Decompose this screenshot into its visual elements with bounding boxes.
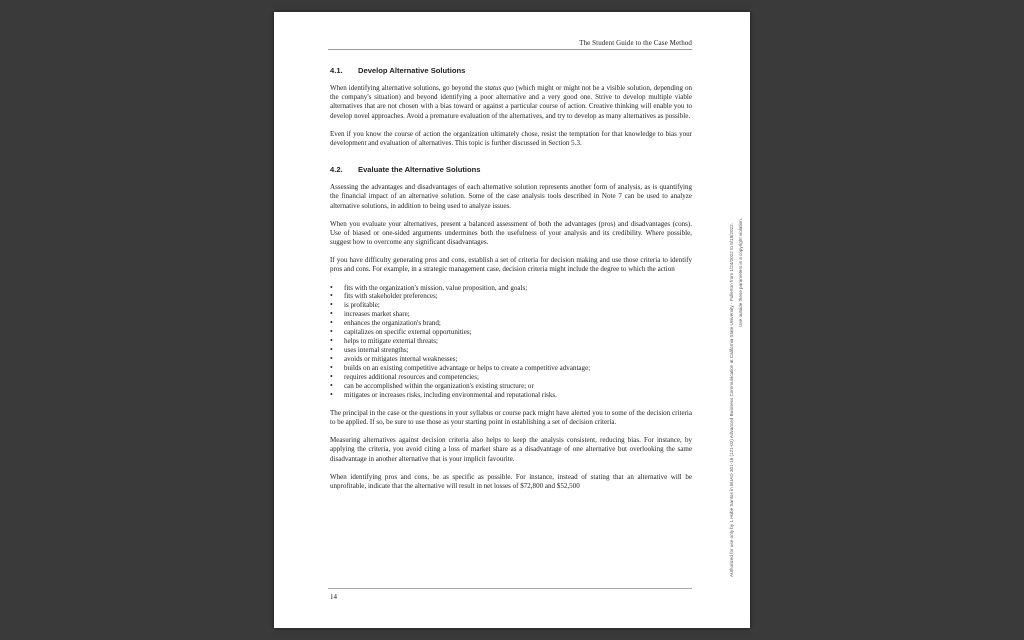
list-item: • fits with the organization's mission, value proposition, and goals;	[330, 284, 692, 293]
list-item: • increases market share;	[330, 310, 692, 319]
paragraph: When identifying pros and cons, be as specific as possible. For instance, instead of stating that an alternative will be unprofitable, indicate that the alternative will result in net losses of $72,800 and $52,500	[330, 472, 692, 490]
document-page	[274, 12, 750, 628]
criteria-list	[330, 284, 692, 400]
copyright-side-note	[726, 87, 752, 587]
page-number: 14	[330, 593, 337, 601]
list-item: • requires additional resources and competencies;	[330, 373, 692, 382]
paragraph: If you have difficulty generating pros and cons, establish a set of criteria for decision making and use those criteria to identify pros and cons. For example, in a strategic management case, decision criteria might include the degree to which the action	[330, 256, 692, 274]
section-title: Develop Alternative Solutions	[358, 66, 466, 75]
page-content	[330, 66, 692, 500]
list-item: • mitigates or increases risks, including environmental and reputational risks.	[330, 391, 692, 400]
running-header: The Student Guide to the Case Method	[328, 39, 692, 50]
section-number: 4.2.	[330, 165, 343, 175]
paragraph: Assessing the advantages and disadvantages of each alternative solution represents another form of analysis, as is quantifying the financial impact of an alternative solution. Some of the case analysis tools described in Note 7 can be used to analyze alternative solutions, in addition to being used to analyze issues.	[330, 183, 692, 210]
paragraph: When identifying alternative solutions, go beyond the status quo (which might or might not be a visible solution, depending on the company's situation) and beyond identifying a poor alternative and a very good one. Strive to develop multiple viable alternatives that are not chosen with a bias toward or against a particular course of action. Creative thinking will enable you to develop novel approaches. Avoid a premature evaluation of the alternatives, and try to develop as many alternatives as possible.	[330, 84, 693, 120]
footer-rule	[328, 588, 692, 589]
section-heading-4-1	[330, 66, 692, 75]
paragraph: Even if you know the course of action the organization ultimately chose, resist the temptation for that knowledge to bias your development and evaluation of alternatives. This topic is further discussed in Section 5.3.	[330, 129, 692, 147]
paragraph: The principal in the case or the questions in your syllabus or course pack might have alerted you to some of the decision criteria to be applied. If so, be sure to use those as your starting point in establishing a set of decision criteria.	[330, 408, 692, 427]
list-item: • uses internal strengths;	[330, 346, 692, 355]
section-title: Evaluate the Alternative Solutions	[358, 165, 481, 175]
section-number: 4.1.	[330, 66, 343, 75]
list-item: • enhances the organization's brand;	[330, 319, 692, 328]
list-item: • fits with stakeholder preferences;	[330, 292, 692, 301]
side-note-line: Use outside these parameters is a copyright violation.	[738, 217, 743, 327]
italic-term: status quo	[484, 84, 514, 93]
list-item: • capitalizes on specific external opportunities;	[330, 328, 692, 337]
side-note-line: Authorized for use only by 1 Hobe Santos in BUAD 301-16 (121-02) Advanced Business Communication at California State University - Fullerton from 1/24/2022 to 5/18/2022.	[729, 223, 734, 577]
list-item: • avoids or mitigates internal weaknesses;	[330, 355, 692, 364]
list-item: • can be accomplished within the organization's existing structure; or	[330, 382, 692, 391]
list-item: • builds on an existing competitive advantage or helps to create a competitive advantage;	[330, 364, 692, 373]
list-item: • is profitable;	[330, 301, 692, 310]
list-item: • helps to mitigate external threats;	[330, 337, 692, 346]
section-heading-4-2	[330, 165, 692, 174]
paragraph: When you evaluate your alternatives, present a balanced assessment of both the advantages (pros) and disadvantages (cons). Use of biased or one-sided arguments undermines both the usefulness of your analysis and its credibility. Where possible, suggest how to overcome any significant disadvantages.	[330, 219, 692, 247]
paragraph: Measuring alternatives against decision criteria also helps to keep the analysis consistent, reducing bias. For instance, by applying the criteria, you avoid citing a loss of market share as a disadvantage of one alternative but overlooking the same disadvantage in another alternative that is your implicit favourite.	[330, 436, 692, 463]
